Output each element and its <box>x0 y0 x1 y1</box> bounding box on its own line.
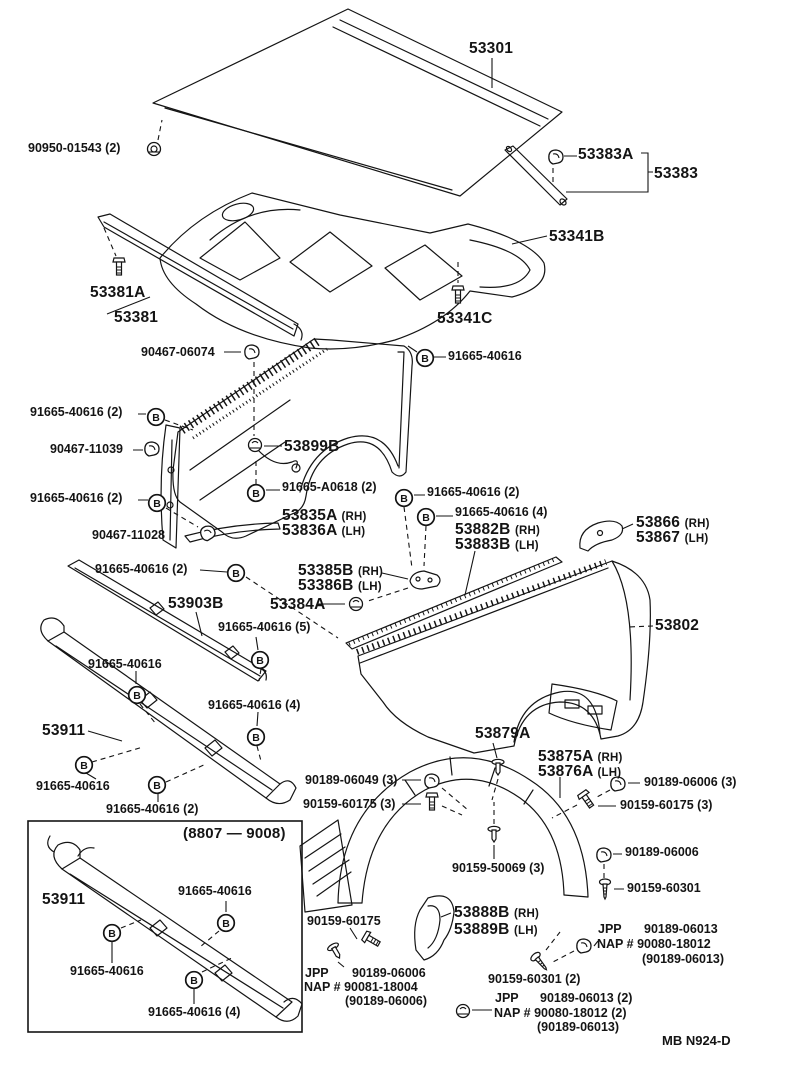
part-53384a: 53384A <box>270 596 326 613</box>
grommet-icon <box>350 598 363 611</box>
circled-b-marker <box>76 757 93 774</box>
svg-text:B: B <box>256 654 264 667</box>
circled-b-marker <box>248 485 265 502</box>
nap-right-alt: (90189-06013) <box>642 952 725 966</box>
nap-left-alt: (90189-06006) <box>345 994 428 1008</box>
part-53341c: 53341C <box>437 310 493 327</box>
hood-outer-panel-drawing <box>153 9 562 196</box>
jpp-right: JPP <box>598 922 622 936</box>
part-53802: 53802 <box>655 617 700 634</box>
part-53879a: 53879A <box>475 725 531 742</box>
part-53383a: 53383A <box>578 146 634 163</box>
screw-icon <box>529 951 550 973</box>
pin-icon <box>488 826 500 842</box>
part-91665-40616-j: 91665-40616 <box>36 779 110 793</box>
circled-b-marker <box>218 915 235 932</box>
bolt-icon <box>361 930 382 949</box>
circled-b-marker <box>149 495 166 512</box>
bolt-icon <box>577 789 597 810</box>
part-91665-40616-g: 91665-40616 (5) <box>218 620 311 634</box>
clip-icon <box>549 150 563 164</box>
part-53899b: 53899B <box>284 438 340 455</box>
svg-text:B: B <box>252 731 260 744</box>
part-90950-01543: 90950-01543 (2) <box>28 141 121 155</box>
circled-b-marker <box>186 972 203 989</box>
circled-b-marker <box>129 687 146 704</box>
clip-icon <box>425 774 439 788</box>
part-53888b: 53888B (RH) <box>454 904 540 921</box>
inset-caption: (8807 — 9008) <box>183 825 286 842</box>
circled-b-marker <box>148 409 165 426</box>
screw-icon <box>600 879 611 899</box>
circled-b-marker <box>252 652 269 669</box>
svg-text:B: B <box>190 974 198 987</box>
nap-bottom-alt: (90189-06013) <box>537 1020 620 1034</box>
jpp-bottom-num: 90189-06013 (2) <box>540 991 633 1005</box>
svg-text:B: B <box>252 487 260 500</box>
splash-shield-drawing <box>415 896 454 960</box>
part-90159-50069: 90159-50069 (3) <box>452 861 545 875</box>
bumper-corner-drawing <box>549 684 617 730</box>
svg-text:B: B <box>152 411 160 424</box>
part-91665-40616-d: 91665-40616 (2) <box>427 485 520 499</box>
clip-icon <box>597 848 611 862</box>
part-53883b: 53883B (LH) <box>455 536 539 553</box>
part-53911-inset: 53911 <box>42 891 86 908</box>
jpp-left-num: 90189-06006 <box>352 966 426 980</box>
circled-b-marker <box>149 777 166 794</box>
part-53836a: 53836A (LH) <box>282 522 366 539</box>
part-90159-60175-a: 90159-60175 (3) <box>303 797 396 811</box>
part-53341b: 53341B <box>549 228 605 245</box>
part-90159-60301-b: 90159-60301 (2) <box>488 972 581 986</box>
part-53889b: 53889B (LH) <box>454 921 538 938</box>
circled-b-marker <box>104 925 121 942</box>
jpp-left: JPP <box>305 966 329 980</box>
svg-text:B: B <box>80 759 88 772</box>
part-91665-a0618: 91665-A0618 (2) <box>282 480 377 494</box>
part-53867: 53867 (LH) <box>636 529 709 546</box>
part-91665-40616-f: 91665-40616 (2) <box>95 562 188 576</box>
bolt-icon <box>426 793 438 810</box>
circled-b-marker <box>396 490 413 507</box>
part-53835a: 53835A (RH) <box>282 507 367 524</box>
part-53381a: 53381A <box>90 284 146 301</box>
jpp-bottom: JPP <box>495 991 519 1005</box>
part-90467-11039: 90467-11039 <box>50 442 123 456</box>
part-53385b: 53385B (RH) <box>298 562 384 579</box>
inset-brace-drawing <box>48 836 302 1021</box>
bolt-icon <box>113 258 125 275</box>
nap-left: NAP # 90081-18004 <box>304 980 418 994</box>
svg-text:B: B <box>421 352 429 365</box>
svg-text:B: B <box>153 497 161 510</box>
svg-text:B: B <box>422 511 430 524</box>
circled-b-marker <box>417 350 434 367</box>
part-90159-60175-b: 90159-60175 (3) <box>620 798 713 812</box>
part-91665-40616-c: 91665-40616 (2) <box>30 491 123 505</box>
nap-bottom: NAP # 90080-18012 (2) <box>494 1006 627 1020</box>
clip-icon <box>245 345 259 359</box>
svg-text:B: B <box>153 779 161 792</box>
part-53866: 53866 (RH) <box>636 514 710 531</box>
drawing-code: MB N924-D <box>662 1033 731 1048</box>
part-53381: 53381 <box>114 309 159 326</box>
part-90189-06049: 90189-06049 (3) <box>305 773 398 787</box>
part-53903b: 53903B <box>168 595 224 612</box>
part-91665-40616-m: 91665-40616 <box>70 964 144 978</box>
part-90159-60301-a: 90159-60301 <box>627 881 701 895</box>
part-91665-40616-i: 91665-40616 (4) <box>208 698 301 712</box>
circled-b-marker <box>248 729 265 746</box>
part-53301: 53301 <box>469 40 514 57</box>
part-53386b: 53386B (LH) <box>298 577 382 594</box>
part-53882b: 53882B (RH) <box>455 521 541 538</box>
part-91665-40616-e: 91665-40616 (4) <box>455 505 548 519</box>
svg-text:B: B <box>133 689 141 702</box>
pin-icon <box>327 942 345 962</box>
part-91665-40616-k: 91665-40616 (2) <box>106 802 199 816</box>
clip-icon <box>577 939 591 953</box>
corner-bracket-drawing <box>580 521 623 551</box>
grommet-icon <box>457 1005 470 1018</box>
jpp-right-num: 90189-06013 <box>644 922 718 936</box>
part-90159-60175-c: 90159-60175 <box>307 914 381 928</box>
part-91665-40616-l: 91665-40616 <box>178 884 252 898</box>
part-91665-40616-n: 91665-40616 (4) <box>148 1005 241 1019</box>
part-90467-11028: 90467-11028 <box>92 528 165 542</box>
part-53911: 53911 <box>42 722 86 739</box>
part-90189-06006-a: 90189-06006 (3) <box>644 775 737 789</box>
part-91665-40616-b: 91665-40616 (2) <box>30 405 123 419</box>
protector-strip-drawing <box>185 523 280 542</box>
grommet-icon <box>249 439 262 452</box>
svg-text:B: B <box>108 927 116 940</box>
part-91665-40616-a: 91665-40616 <box>448 349 522 363</box>
part-90467-06074: 90467-06074 <box>141 345 215 359</box>
hinge-bracket-drawing <box>410 571 440 589</box>
part-53876a: 53876A (LH) <box>538 763 622 780</box>
part-90189-06006-b: 90189-06006 <box>625 845 699 859</box>
nut-icon <box>148 143 161 156</box>
circled-b-marker <box>418 509 435 526</box>
svg-text:B: B <box>400 492 408 505</box>
circled-b-marker <box>228 565 245 582</box>
leader-lines-solid <box>86 58 653 1010</box>
part-53875a: 53875A (RH) <box>538 748 623 765</box>
fender-liner-extension-drawing <box>300 820 352 912</box>
svg-text:B: B <box>232 567 240 580</box>
clip-icon <box>145 442 159 456</box>
part-91665-40616-h: 91665-40616 <box>88 657 162 671</box>
part-53383: 53383 <box>654 165 699 182</box>
svg-text:B: B <box>222 917 230 930</box>
nap-right: NAP # 90080-18012 <box>597 937 711 951</box>
